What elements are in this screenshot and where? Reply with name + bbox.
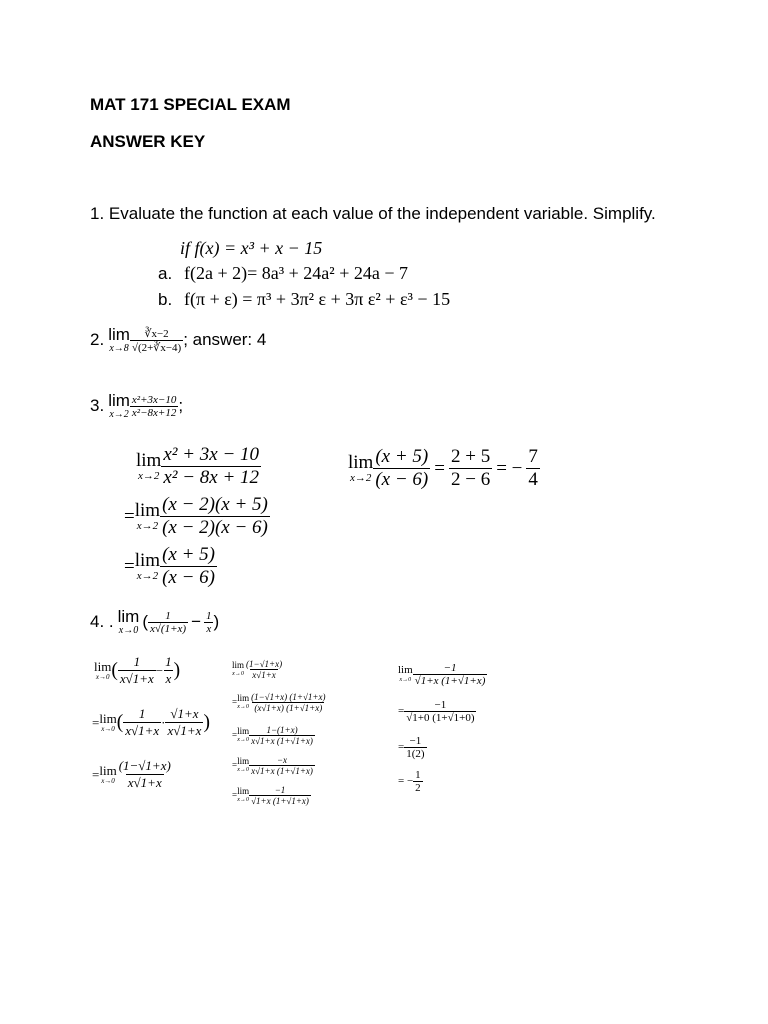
q4-col2 <box>232 654 328 810</box>
substitution-fraction <box>449 446 492 491</box>
q4-col2-step-2: = lim x→0 $\frac{(1-√1+x) (1+√1+x)}{(x√1+x) (1+√1+x)}$ <box>232 691 326 713</box>
q2-fraction <box>130 327 183 354</box>
fraction-numerator: −1 <box>434 698 447 711</box>
fraction-denominator: 1(2) <box>406 747 425 760</box>
q4-col3-step-4 <box>398 764 487 798</box>
fraction-numerator: (1−√1+x) <box>246 658 283 669</box>
fraction-numerator: √1+x <box>170 706 199 721</box>
fraction-numerator: 7 <box>528 446 538 467</box>
eval-fraction <box>373 446 430 491</box>
q4-col2-step-4: = lim x→0 $\frac{-x}{x√1+x (1+√1+x)}$ <box>232 754 313 776</box>
step-fraction <box>160 544 217 589</box>
fraction-numerator: ∛x−2 <box>144 327 169 340</box>
fraction-numerator: −1 <box>443 661 457 674</box>
q3-step-2: = lim x→2 $\frac{(x - 2)(x + 5)}{(x - 2)(x - 6)}$ <box>124 494 268 538</box>
fraction-denominator: (x√1+x) (1+√1+x) <box>254 702 323 713</box>
q2-expression <box>90 326 266 354</box>
fraction-denominator: x√1+x (1+√1+x) <box>251 735 313 746</box>
fraction-numerator: 1−(1+x) <box>266 724 298 735</box>
q2-limit <box>108 326 130 354</box>
q1-prompt: 1. Evaluate the function at each value of the independent variable. Simplify. <box>90 204 656 223</box>
equals-sign: = <box>92 714 100 730</box>
fraction-denominator: x²−8x+12 <box>131 406 177 419</box>
q4-col1-step-1: lim x→0 ( $\frac{1}{x√1+x}$ − $\frac{1}{x}$ ) <box>94 654 181 686</box>
q4-number: 4. . <box>90 612 114 631</box>
fraction-numerator: 1 <box>138 706 146 721</box>
q1-given-function: if f(x) = x³ + x − 15 <box>180 238 323 258</box>
fraction-numerator: (x − 2)(x + 5) <box>162 494 268 515</box>
fraction-denominator: x√1+x (1+√1+x) <box>251 765 313 776</box>
fraction-denominator: √1+x (1+√1+x) <box>251 795 309 806</box>
fraction-numerator: (x + 5) <box>162 544 215 565</box>
fraction-denominator: (x − 2)(x − 6) <box>162 517 268 538</box>
limit-subscript: x→2 <box>136 520 159 532</box>
step-fraction <box>161 444 261 489</box>
fraction-denominator: x <box>165 671 172 686</box>
limit-subscript: x→2 <box>137 470 160 482</box>
q1-b-label: b. <box>158 290 173 309</box>
q1-a-label: a. <box>158 264 173 283</box>
q4-col3-step-2 <box>398 692 487 730</box>
fraction-denominator: x√1+x <box>127 775 162 790</box>
fraction-denominator: x² − 8x + 12 <box>163 467 260 488</box>
fraction-denominator: x√(1+x) <box>150 622 187 635</box>
exam-title: MAT 171 SPECIAL EXAM <box>90 95 291 114</box>
equals-sign: = − <box>398 775 414 787</box>
equals-sign: = <box>232 760 238 770</box>
equals-sign: = <box>398 741 405 753</box>
equals-sign: = <box>232 697 238 707</box>
fraction-denominator: 4 <box>528 469 538 490</box>
fraction-numerator: 1 <box>133 654 141 669</box>
limit-subscript: x→2 <box>109 409 129 420</box>
limit-subscript: x→0 <box>237 704 249 710</box>
q2-answer: ; answer: 4 <box>183 330 267 349</box>
fraction-denominator: x <box>206 622 212 635</box>
limit-subscript: x→0 <box>237 737 249 743</box>
q4-col2-step-5: = lim x→0 $\frac{-1}{√1+x (1+√1+x)}$ <box>232 784 309 806</box>
q3-step-1: lim x→2 $\frac{\text{x² + 3x − 10}}{\text{x² − 8x + 12}}$ <box>136 444 260 488</box>
fraction-denominator: x√1+x <box>119 671 154 686</box>
fraction-numerator: 1 <box>165 654 172 669</box>
q1-b-answer: f(π + ε) = π³ + 3π² ε + 3π ε² + ε³ − 15 <box>184 289 451 309</box>
q3-step-3: = lim x→2 $\frac{(x + 5)}{(x - 6)}$ <box>124 544 215 588</box>
q4-limit: lim x→0 <box>117 607 140 636</box>
limit-subscript: x→0 <box>237 767 249 773</box>
q4-col1-step-2: = lim x→0 ( $\frac{1}{x√1+x}$ · $\frac{√1+x}{x√1+x}$ ) <box>92 706 210 738</box>
limit-subscript: x→0 <box>237 797 249 803</box>
q3-number: 3. <box>90 396 105 415</box>
limit-subscript: x→0 <box>101 725 115 733</box>
q4-term-2 <box>204 610 214 635</box>
q4-col1-step-3: = lim x→0 $\frac{(1-√1+x)}{x√1+x}$ <box>92 758 171 790</box>
fraction-numerator: x²+3x−10 <box>131 393 177 406</box>
equals-sign: = <box>92 766 100 782</box>
limit-subscript: x→2 <box>136 570 159 582</box>
q4-col2-step-3: = lim x→0 $\frac{1-(1+x)}{x√1+x (1+√1+x)}$ <box>232 724 313 746</box>
q3-limit: lim x→2 <box>108 391 130 420</box>
fraction-denominator: √1+0 (1+√1+0) <box>406 711 475 724</box>
fraction-denominator: (x − 6) <box>375 469 429 490</box>
limit-subscript: x→0 <box>232 671 244 677</box>
q2-number: 2. <box>90 330 105 349</box>
limit-subscript: x→0 <box>101 777 115 785</box>
fraction-denominator: √1+x (1+√1+x) <box>414 674 486 687</box>
lim-operator: lim <box>108 325 130 344</box>
fraction-numerator: 1 <box>415 768 421 781</box>
fraction-denominator: x√1+x <box>167 723 202 738</box>
fraction-numerator: (1−√1+x) (1+√1+x) <box>251 691 326 702</box>
fraction-numerator: x² + 3x − 10 <box>163 444 260 465</box>
limit-subscript: x→0 <box>118 625 139 636</box>
fraction-denominator: 2 <box>415 781 421 794</box>
fraction-numerator: 1 <box>206 609 212 622</box>
limit-subscript: x→0 <box>399 677 412 683</box>
q4-term-1 <box>148 610 188 635</box>
fraction-denominator: 2 − 6 <box>450 469 491 490</box>
q3-fraction <box>130 394 178 419</box>
fraction-numerator: (x + 5) <box>375 446 429 467</box>
fraction-numerator: 1 <box>165 609 171 622</box>
equals-sign: = <box>232 730 238 740</box>
equals-sign: = <box>398 705 405 717</box>
q4-col2-step-1: lim x→0 $\frac{(1-√1+x)}{x√1+x}$ <box>232 658 283 680</box>
equals-sign: = <box>232 790 238 800</box>
q4-col3-step-1: lim x→0 $\frac{-1}{√1+x (1+√1+x)}$ <box>398 661 486 687</box>
q4-col3 <box>398 656 487 798</box>
q3-evaluation: lim x→2 $\frac{(x + 5)}{(x - 6)}$ = $\frac{2 + 5}{2 - 6}$ = − $\frac{7}{4}$ <box>348 446 538 490</box>
answer-key-heading: ANSWER KEY <box>90 132 206 151</box>
fraction-denominator: x√1+x <box>252 669 276 680</box>
limit-subscript: x→8 <box>109 343 129 354</box>
step-fraction <box>160 494 270 539</box>
fraction-denominator: √(2+∛x−4) <box>131 341 182 354</box>
q4-expression: 4. . lim x→0 ( $\frac{1}{x√(1+x)}$ − $\frac{1}{x}$ ) <box>90 607 220 636</box>
limit-subscript: x→2 <box>349 472 372 484</box>
result-fraction <box>526 446 540 491</box>
q1-a-answer: f(2a + 2)= 8a³ + 24a² + 24a − 7 <box>184 263 408 283</box>
limit-subscript: x→0 <box>95 673 110 681</box>
q4-col3-step-3 <box>398 730 487 764</box>
fraction-denominator: x√1+x <box>125 723 160 738</box>
fraction-numerator: −x <box>276 754 288 765</box>
fraction-numerator: −1 <box>409 734 422 747</box>
fraction-numerator: (1−√1+x) <box>118 758 171 773</box>
fraction-numerator: 2 + 5 <box>450 446 491 467</box>
q3-expression: 3. lim x→2 $\frac{\text{x²+3x−10}}{\text{x²−8x+12}}$ ; <box>90 391 184 420</box>
fraction-numerator: −1 <box>274 784 286 795</box>
fraction-denominator: (x − 6) <box>162 567 215 588</box>
